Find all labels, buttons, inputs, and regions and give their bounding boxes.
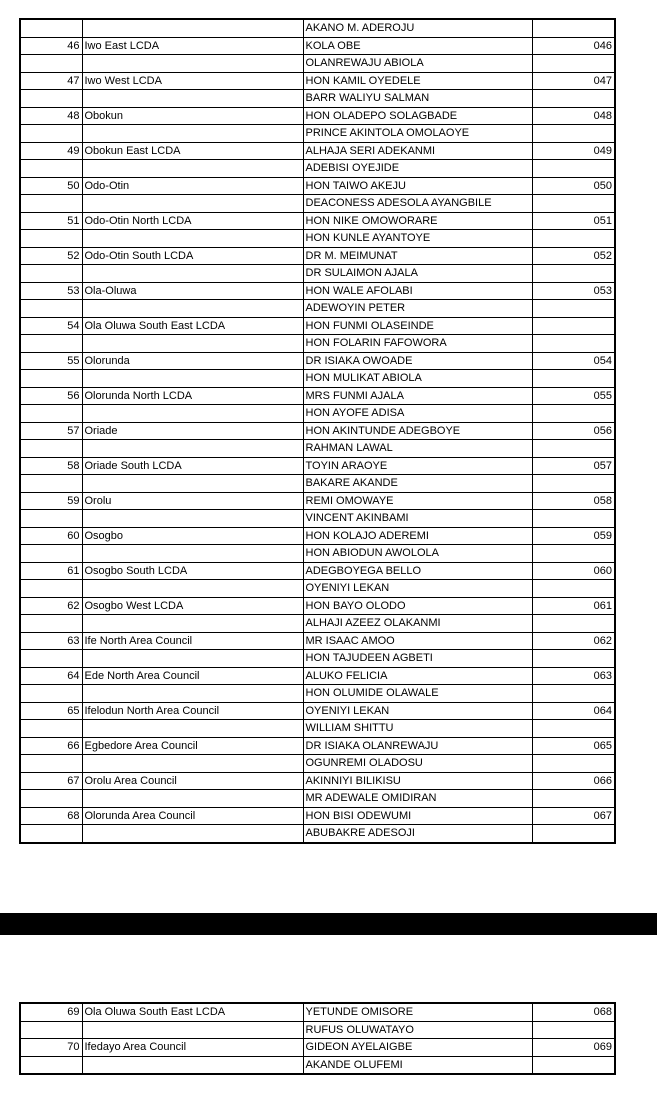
lcda-name-cell: Ifedayo Area Council	[82, 1039, 303, 1057]
person-name-cell: HON NIKE OMOWORARE	[303, 212, 532, 230]
table-row	[20, 790, 615, 808]
lcda-name-cell	[82, 615, 303, 633]
lcda-name-cell	[82, 475, 303, 493]
lcda-name-cell	[82, 790, 303, 808]
table-row	[20, 737, 615, 755]
code-number-cell	[532, 1021, 615, 1039]
person-name-cell: BARR WALIYU SALMAN	[303, 90, 532, 108]
table-row	[20, 55, 615, 73]
person-name-cell: ALHAJA SERI ADEKANMI	[303, 142, 532, 160]
lcda-name-cell: Ola-Oluwa	[82, 282, 303, 300]
lcda-name-cell: Ola Oluwa South East LCDA	[82, 1003, 303, 1021]
code-number-cell	[532, 195, 615, 213]
lcda-name-cell	[82, 230, 303, 248]
code-number-cell	[532, 230, 615, 248]
serial-number-cell	[20, 300, 82, 318]
table-row	[20, 685, 615, 703]
person-name-cell: MRS FUNMI AJALA	[303, 387, 532, 405]
serial-number-cell	[20, 265, 82, 283]
table-row	[20, 1021, 615, 1039]
person-name-cell: HON OLUMIDE OLAWALE	[303, 685, 532, 703]
code-number-cell: 047	[532, 72, 615, 90]
lcda-delegates-table-lower	[19, 1002, 616, 1075]
lcda-name-cell	[82, 580, 303, 598]
code-number-cell	[532, 545, 615, 563]
person-name-cell: GIDEON AYELAIGBE	[303, 1039, 532, 1057]
person-name-cell: HON MULIKAT ABIOLA	[303, 370, 532, 388]
person-name-cell: AKINNIYI BILIKISU	[303, 772, 532, 790]
serial-number-cell	[20, 510, 82, 528]
lcda-name-cell: Olorunda Area Council	[82, 807, 303, 825]
lcda-name-cell: Odo-Otin	[82, 177, 303, 195]
code-number-cell	[532, 125, 615, 143]
serial-number-cell: 63	[20, 632, 82, 650]
table-row	[20, 492, 615, 510]
person-name-cell: HON FOLARIN FAFOWORA	[303, 335, 532, 353]
lcda-name-cell	[82, 545, 303, 563]
table-row	[20, 650, 615, 668]
code-number-cell: 067	[532, 807, 615, 825]
table-row	[20, 317, 615, 335]
table-row	[20, 527, 615, 545]
serial-number-cell	[20, 615, 82, 633]
serial-number-cell	[20, 790, 82, 808]
serial-number-cell	[20, 19, 82, 37]
code-number-cell: 063	[532, 667, 615, 685]
table-row	[20, 597, 615, 615]
table-row	[20, 807, 615, 825]
table-row	[20, 265, 615, 283]
code-number-cell: 057	[532, 457, 615, 475]
table-row	[20, 545, 615, 563]
code-number-cell: 050	[532, 177, 615, 195]
code-number-cell	[532, 825, 615, 843]
table-row	[20, 370, 615, 388]
person-name-cell: OYENIYI LEKAN	[303, 702, 532, 720]
person-name-cell: ABUBAKRE ADESOJI	[303, 825, 532, 843]
lcda-name-cell	[82, 160, 303, 178]
table-row	[20, 352, 615, 370]
lcda-name-cell	[82, 1021, 303, 1039]
serial-number-cell	[20, 440, 82, 458]
person-name-cell: ADEWOYIN PETER	[303, 300, 532, 318]
serial-number-cell: 53	[20, 282, 82, 300]
code-number-cell: 058	[532, 492, 615, 510]
person-name-cell: VINCENT AKINBAMI	[303, 510, 532, 528]
code-number-cell	[532, 510, 615, 528]
person-name-cell: RAHMAN LAWAL	[303, 440, 532, 458]
table-row	[20, 632, 615, 650]
person-name-cell: HON ABIODUN AWOLOLA	[303, 545, 532, 563]
lcda-name-cell: Orolu	[82, 492, 303, 510]
code-number-cell	[532, 19, 615, 37]
lcda-name-cell: Osogbo West LCDA	[82, 597, 303, 615]
serial-number-cell: 61	[20, 562, 82, 580]
serial-number-cell: 47	[20, 72, 82, 90]
serial-number-cell: 57	[20, 422, 82, 440]
serial-number-cell: 51	[20, 212, 82, 230]
person-name-cell: MR ADEWALE OMIDIRAN	[303, 790, 532, 808]
serial-number-cell: 67	[20, 772, 82, 790]
lcda-name-cell	[82, 510, 303, 528]
code-number-cell	[532, 160, 615, 178]
table-row	[20, 107, 615, 125]
serial-number-cell	[20, 545, 82, 563]
serial-number-cell	[20, 825, 82, 843]
table-row	[20, 702, 615, 720]
person-name-cell: RUFUS OLUWATAYO	[303, 1021, 532, 1039]
serial-number-cell: 55	[20, 352, 82, 370]
person-name-cell: HON TAJUDEEN AGBETI	[303, 650, 532, 668]
table-row	[20, 475, 615, 493]
code-number-cell: 051	[532, 212, 615, 230]
serial-number-cell: 59	[20, 492, 82, 510]
person-name-cell: HON TAIWO AKEJU	[303, 177, 532, 195]
table-row	[20, 90, 615, 108]
code-number-cell: 069	[532, 1039, 615, 1057]
table-row	[20, 177, 615, 195]
code-number-cell: 059	[532, 527, 615, 545]
table-row	[20, 825, 615, 843]
table-row	[20, 142, 615, 160]
table-row	[20, 405, 615, 423]
person-name-cell: HON KAMIL OYEDELE	[303, 72, 532, 90]
table-row	[20, 212, 615, 230]
serial-number-cell	[20, 755, 82, 773]
lcda-name-cell: Osogbo	[82, 527, 303, 545]
serial-number-cell	[20, 55, 82, 73]
code-number-cell: 052	[532, 247, 615, 265]
person-name-cell: ALUKO FELICIA	[303, 667, 532, 685]
lcda-delegates-table-upper	[19, 18, 616, 844]
table-row	[20, 510, 615, 528]
lcda-name-cell: Iwo East LCDA	[82, 37, 303, 55]
serial-number-cell	[20, 580, 82, 598]
code-number-cell	[532, 755, 615, 773]
lcda-name-cell	[82, 755, 303, 773]
lcda-name-cell: Olorunda	[82, 352, 303, 370]
lcda-name-cell	[82, 370, 303, 388]
person-name-cell: DR M. MEIMUNAT	[303, 247, 532, 265]
lcda-name-cell	[82, 335, 303, 353]
lcda-name-cell	[82, 19, 303, 37]
code-number-cell	[532, 405, 615, 423]
lcda-name-cell	[82, 825, 303, 843]
lcda-name-cell	[82, 440, 303, 458]
code-number-cell: 062	[532, 632, 615, 650]
serial-number-cell	[20, 475, 82, 493]
person-name-cell: HON AKINTUNDE ADEGBOYE	[303, 422, 532, 440]
code-number-cell: 064	[532, 702, 615, 720]
lcda-name-cell: Ede North Area Council	[82, 667, 303, 685]
lcda-name-cell	[82, 685, 303, 703]
lcda-delegates-table-upper-body	[20, 19, 615, 843]
table-row	[20, 230, 615, 248]
serial-number-cell	[20, 685, 82, 703]
code-number-cell: 056	[532, 422, 615, 440]
serial-number-cell: 52	[20, 247, 82, 265]
lcda-name-cell: Osogbo South LCDA	[82, 562, 303, 580]
lcda-name-cell	[82, 650, 303, 668]
table-row	[20, 335, 615, 353]
person-name-cell: ADEBISI OYEJIDE	[303, 160, 532, 178]
person-name-cell: YETUNDE OMISORE	[303, 1003, 532, 1021]
table-row	[20, 1056, 615, 1074]
table-row	[20, 247, 615, 265]
serial-number-cell	[20, 195, 82, 213]
person-name-cell: HON BISI ODEWUMI	[303, 807, 532, 825]
table-row	[20, 580, 615, 598]
code-number-cell: 055	[532, 387, 615, 405]
serial-number-cell: 56	[20, 387, 82, 405]
serial-number-cell: 69	[20, 1003, 82, 1021]
code-number-cell: 065	[532, 737, 615, 755]
table-row	[20, 160, 615, 178]
person-name-cell: DEACONESS ADESOLA AYANGBILE	[303, 195, 532, 213]
table-row	[20, 195, 615, 213]
table-row	[20, 667, 615, 685]
serial-number-cell	[20, 405, 82, 423]
serial-number-cell: 68	[20, 807, 82, 825]
serial-number-cell	[20, 1056, 82, 1074]
code-number-cell	[532, 615, 615, 633]
serial-number-cell	[20, 90, 82, 108]
code-number-cell	[532, 265, 615, 283]
person-name-cell: HON AYOFE ADISA	[303, 405, 532, 423]
serial-number-cell: 50	[20, 177, 82, 195]
code-number-cell	[532, 55, 615, 73]
page-break-divider	[0, 913, 657, 935]
person-name-cell: DR ISIAKA OLANREWAJU	[303, 737, 532, 755]
person-name-cell: HON KOLAJO ADEREMI	[303, 527, 532, 545]
lcda-name-cell: Olorunda North LCDA	[82, 387, 303, 405]
code-number-cell	[532, 90, 615, 108]
code-number-cell	[532, 370, 615, 388]
table-row	[20, 440, 615, 458]
code-number-cell: 068	[532, 1003, 615, 1021]
person-name-cell: KOLA OBE	[303, 37, 532, 55]
code-number-cell	[532, 720, 615, 738]
person-name-cell: OLANREWAJU ABIOLA	[303, 55, 532, 73]
table-row	[20, 562, 615, 580]
lcda-name-cell	[82, 265, 303, 283]
code-number-cell: 048	[532, 107, 615, 125]
table-row	[20, 72, 615, 90]
lcda-name-cell: Obokun	[82, 107, 303, 125]
person-name-cell: AKANO M. ADEROJU	[303, 19, 532, 37]
code-number-cell: 049	[532, 142, 615, 160]
serial-number-cell: 60	[20, 527, 82, 545]
lcda-name-cell: Egbedore Area Council	[82, 737, 303, 755]
table-row	[20, 1003, 615, 1021]
serial-number-cell	[20, 125, 82, 143]
lcda-name-cell	[82, 720, 303, 738]
table-row	[20, 772, 615, 790]
person-name-cell: TOYIN ARAOYE	[303, 457, 532, 475]
person-name-cell: PRINCE AKINTOLA OMOLAOYE	[303, 125, 532, 143]
code-number-cell: 046	[532, 37, 615, 55]
table-row	[20, 615, 615, 633]
person-name-cell: OGUNREMI OLADOSU	[303, 755, 532, 773]
code-number-cell: 061	[532, 597, 615, 615]
table-row	[20, 125, 615, 143]
table-row	[20, 422, 615, 440]
code-number-cell: 060	[532, 562, 615, 580]
table-row	[20, 282, 615, 300]
lcda-name-cell	[82, 125, 303, 143]
lcda-name-cell: Obokun East LCDA	[82, 142, 303, 160]
person-name-cell: OYENIYI LEKAN	[303, 580, 532, 598]
table-row	[20, 387, 615, 405]
person-name-cell: HON BAYO OLODO	[303, 597, 532, 615]
person-name-cell: ALHAJI AZEEZ OLAKANMI	[303, 615, 532, 633]
lcda-name-cell	[82, 55, 303, 73]
person-name-cell: DR ISIAKA OWOADE	[303, 352, 532, 370]
person-name-cell: HON WALE AFOLABI	[303, 282, 532, 300]
lcda-name-cell: Iwo West LCDA	[82, 72, 303, 90]
serial-number-cell: 62	[20, 597, 82, 615]
code-number-cell: 066	[532, 772, 615, 790]
person-name-cell: HON FUNMI OLASEINDE	[303, 317, 532, 335]
person-name-cell: HON KUNLE AYANTOYE	[303, 230, 532, 248]
lcda-name-cell	[82, 90, 303, 108]
lcda-name-cell	[82, 1056, 303, 1074]
table-row	[20, 1039, 615, 1057]
serial-number-cell: 64	[20, 667, 82, 685]
lcda-name-cell: Ola Oluwa South East LCDA	[82, 317, 303, 335]
code-number-cell	[532, 1056, 615, 1074]
serial-number-cell: 58	[20, 457, 82, 475]
lcda-name-cell: Oriade	[82, 422, 303, 440]
serial-number-cell	[20, 160, 82, 178]
lcda-name-cell: Ifelodun North Area Council	[82, 702, 303, 720]
lcda-name-cell: Orolu Area Council	[82, 772, 303, 790]
person-name-cell: MR ISAAC AMOO	[303, 632, 532, 650]
code-number-cell	[532, 580, 615, 598]
lcda-name-cell: Oriade South LCDA	[82, 457, 303, 475]
code-number-cell	[532, 685, 615, 703]
person-name-cell: REMI OMOWAYE	[303, 492, 532, 510]
serial-number-cell: 66	[20, 737, 82, 755]
serial-number-cell	[20, 720, 82, 738]
code-number-cell	[532, 475, 615, 493]
table-row	[20, 457, 615, 475]
person-name-cell: BAKARE AKANDE	[303, 475, 532, 493]
lcda-delegates-table-lower-body	[20, 1003, 615, 1074]
person-name-cell: HON OLADEPO SOLAGBADE	[303, 107, 532, 125]
serial-number-cell	[20, 1021, 82, 1039]
person-name-cell: WILLIAM SHITTU	[303, 720, 532, 738]
code-number-cell: 054	[532, 352, 615, 370]
code-number-cell: 053	[532, 282, 615, 300]
serial-number-cell: 65	[20, 702, 82, 720]
lcda-name-cell	[82, 405, 303, 423]
person-name-cell: ADEGBOYEGA BELLO	[303, 562, 532, 580]
code-number-cell	[532, 300, 615, 318]
lcda-name-cell	[82, 300, 303, 318]
person-name-cell: AKANDE OLUFEMI	[303, 1056, 532, 1074]
code-number-cell	[532, 440, 615, 458]
lcda-name-cell: Odo-Otin South LCDA	[82, 247, 303, 265]
serial-number-cell: 46	[20, 37, 82, 55]
person-name-cell: DR SULAIMON AJALA	[303, 265, 532, 283]
serial-number-cell	[20, 335, 82, 353]
code-number-cell	[532, 790, 615, 808]
serial-number-cell: 70	[20, 1039, 82, 1057]
table-row	[20, 37, 615, 55]
lcda-name-cell: Ife North Area Council	[82, 632, 303, 650]
code-number-cell	[532, 317, 615, 335]
serial-number-cell: 48	[20, 107, 82, 125]
table-row	[20, 755, 615, 773]
serial-number-cell: 54	[20, 317, 82, 335]
serial-number-cell: 49	[20, 142, 82, 160]
table-row	[20, 300, 615, 318]
serial-number-cell	[20, 650, 82, 668]
lcda-name-cell	[82, 195, 303, 213]
table-row	[20, 19, 615, 37]
code-number-cell	[532, 335, 615, 353]
serial-number-cell	[20, 370, 82, 388]
lcda-name-cell: Odo-Otin North LCDA	[82, 212, 303, 230]
code-number-cell	[532, 650, 615, 668]
serial-number-cell	[20, 230, 82, 248]
table-row	[20, 720, 615, 738]
